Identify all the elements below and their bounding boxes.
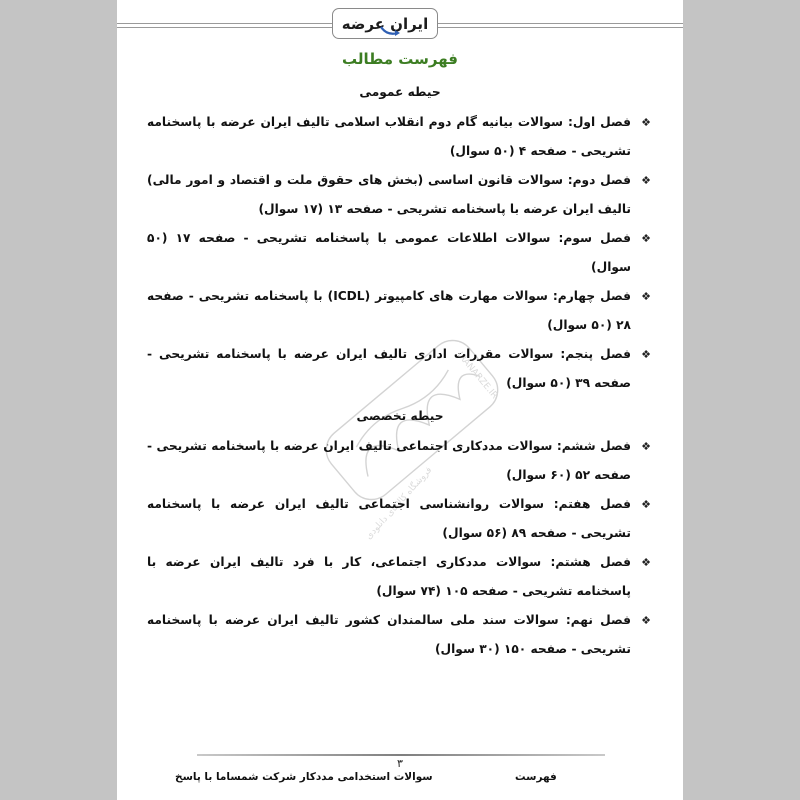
toc-chapter-6[interactable] bbox=[147, 432, 653, 490]
diamond-bullet-icon: ❖ bbox=[641, 440, 651, 453]
toc-chapter-3[interactable] bbox=[147, 224, 653, 282]
chapter-text: فصل پنجم: سوالات مقررات اداری تالیف ایران عرضه با پاسخنامه تشریحی - صفحه ۳۹ (۵۰ سوال) bbox=[147, 347, 631, 390]
footer-section-label: فهرست bbox=[515, 771, 557, 783]
page-number: ۳ bbox=[397, 757, 403, 770]
section-heading: حیطه عمومی bbox=[359, 85, 441, 99]
chapter-text: فصل سوم: سوالات اطلاعات عمومی با پاسخنامه تشریحی - صفحه ۱۷ (۵۰ سوال) bbox=[147, 231, 631, 274]
logo-text: ایران عرضه bbox=[341, 14, 429, 33]
toc-chapter-5[interactable] bbox=[147, 340, 653, 398]
chapter-text: فصل ششم: سوالات مددکاری اجتماعی تالیف ایران عرضه با پاسخنامه تشریحی - صفحه ۵۲ (۶۰ سوال) bbox=[147, 439, 631, 482]
watermark-subtext: فروشگاه کالاهای دانلودی bbox=[364, 465, 435, 542]
diamond-bullet-icon: ❖ bbox=[641, 174, 651, 187]
footer-book-title: سوالات استخدامی مددکار شرکت شمساما با پاسخ bbox=[175, 771, 433, 783]
diamond-bullet-icon: ❖ bbox=[641, 348, 651, 361]
toc-title: فهرست مطالب bbox=[342, 50, 458, 68]
toc-chapter-1[interactable] bbox=[147, 108, 653, 166]
logo-swoosh-arrow-icon bbox=[379, 25, 401, 37]
toc-chapter-7[interactable] bbox=[147, 490, 653, 548]
toc-section-general bbox=[147, 78, 653, 398]
watermark-url: IRANARZE.IR bbox=[454, 350, 500, 401]
toc-chapter-2[interactable] bbox=[147, 166, 653, 224]
diamond-bullet-icon: ❖ bbox=[641, 498, 651, 511]
diamond-bullet-icon: ❖ bbox=[641, 290, 651, 303]
toc-section-specialized bbox=[147, 402, 653, 664]
diamond-bullet-icon: ❖ bbox=[641, 614, 651, 627]
diamond-bullet-icon: ❖ bbox=[641, 116, 651, 129]
toc-chapter-4[interactable] bbox=[147, 282, 653, 340]
chapter-text: فصل اول: سوالات بیانیه گام دوم انقلاب اسلامی تالیف ایران عرضه با پاسخنامه تشریحی - صفحه ۴ (۵۰ سوال) bbox=[147, 115, 631, 158]
footer-rule bbox=[197, 754, 605, 756]
toc-chapter-9[interactable] bbox=[147, 606, 653, 664]
chapter-text: فصل چهارم: سوالات مهارت های کامپیوتر (ICDL) با پاسخنامه تشریحی - صفحه ۲۸ (۵۰ سوال) bbox=[147, 289, 631, 332]
chapter-text: فصل هفتم: سوالات روانشناسی اجتماعی تالیف ایران عرضه با پاسخنامه تشریحی - صفحه ۸۹ (۵۶ سوال) bbox=[147, 497, 631, 540]
document-page bbox=[117, 0, 683, 800]
chapter-text: فصل هشتم: سوالات مددکاری اجتماعی، کار با فرد تالیف ایران عرضه با پاسخنامه تشریحی - صفحه ۱۰۵ (۷۴ سوال) bbox=[147, 555, 631, 598]
diamond-bullet-icon: ❖ bbox=[641, 556, 651, 569]
iranarze-logo bbox=[332, 8, 438, 39]
chapter-text: فصل دوم: سوالات قانون اساسی (بخش های حقوق ملت و اقتصاد و امور مالی) تالیف ایران عرضه با پاسخنامه تشریحی - صفحه ۱۳ (۱۷ سوال) bbox=[147, 173, 631, 216]
section-heading: حیطه تخصصی bbox=[356, 409, 444, 423]
chapter-text: فصل نهم: سوالات سند ملی سالمندان کشور تالیف ایران عرضه با پاسخنامه تشریحی - صفحه ۱۵۰ (۳۰ سوال) bbox=[147, 613, 631, 656]
toc-chapter-8[interactable] bbox=[147, 548, 653, 606]
toc-content bbox=[147, 78, 653, 664]
diamond-bullet-icon: ❖ bbox=[641, 232, 651, 245]
